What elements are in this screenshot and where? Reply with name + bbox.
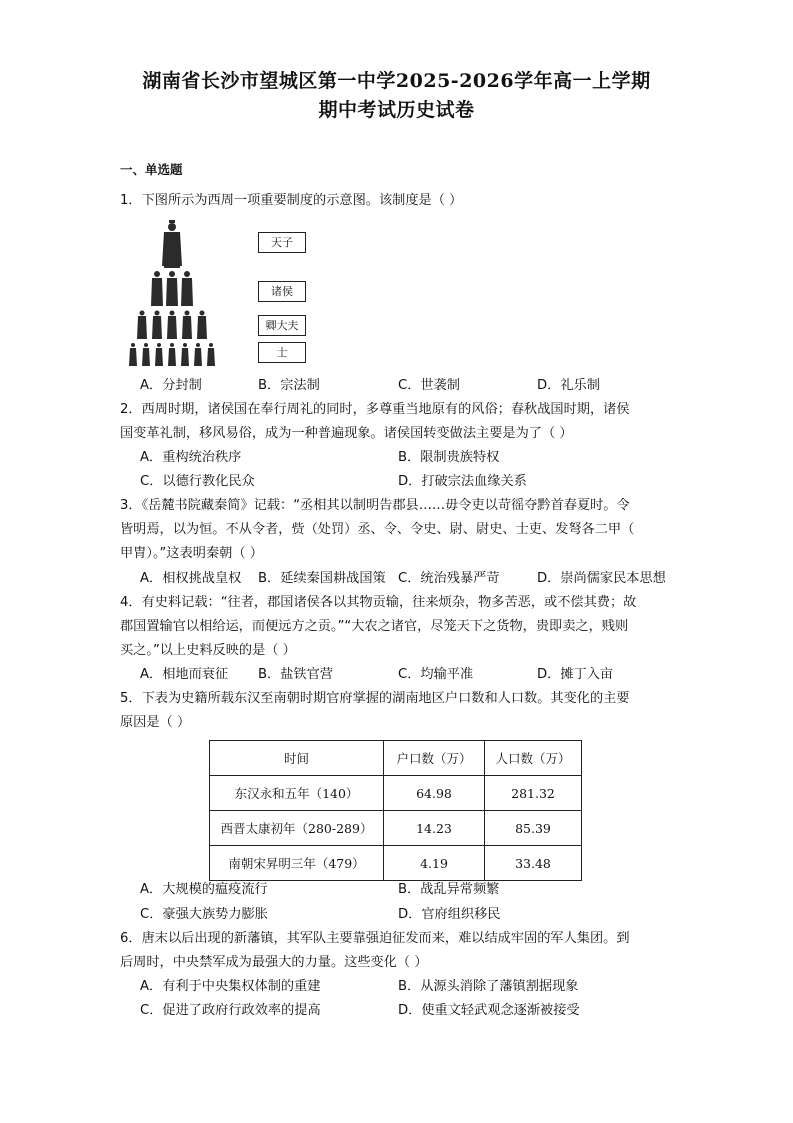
q4-line-1: 4．有史料记载：“往者，郡国诸侯各以其物贡输，往来烦杂，物多苦恶，或不偿其费；故 — [120, 595, 637, 610]
q4-line-3: 买之。”以上史料反映的是（ ） — [120, 643, 296, 658]
q3-option-b: B．延续秦国耕战国策 — [258, 571, 386, 586]
exam-title-line2: 期中考试历史试卷 — [318, 99, 475, 121]
table-cell: 33.48 — [485, 846, 582, 881]
table-header-cell: 人口数（万） — [485, 741, 582, 776]
table-cell: 14.23 — [384, 811, 485, 846]
q3-line-3: 甲胄）。”这表明秦朝（ ） — [120, 546, 263, 561]
table-cell: 西晋太康初年（280-289） — [210, 811, 384, 846]
q4-option-a: A．相地而衰征 — [140, 667, 229, 682]
table-header-cell: 时间 — [210, 741, 384, 776]
q2-option-c: C．以德行教化民众 — [140, 474, 255, 489]
q5-option-c: C．豪强大族势力膨胀 — [140, 907, 268, 922]
rank-label-qingdafu: 卿大夫 — [258, 315, 306, 336]
q1-stem: 1．下图所示为西周一项重要制度的示意图。该制度是（ ） — [120, 193, 463, 208]
table-cell: 4.19 — [384, 846, 485, 881]
q2-option-a: A．重构统治秩序 — [140, 450, 242, 465]
q3-option-d: D．崇尚儒家民本思想 — [537, 571, 666, 586]
scholar-figures — [129, 343, 215, 366]
section-heading: 一、单选题 — [120, 162, 183, 177]
table-row — [210, 811, 582, 846]
q2-line-2: 国变革礼制，移风易俗，成为一种普遍现象。诸侯国转变做法主要是为了（ ） — [120, 426, 573, 441]
table-cell: 南朝宋昇明三年（479） — [210, 846, 384, 881]
q6-option-b: B．从源头消除了藩镇割据现象 — [398, 979, 579, 994]
exam-title-line1: 湖南省长沙市望城区第一中学2025-2026学年高一上学期 — [142, 70, 651, 92]
q4-line-2: 郡国置输官以相给运，而便远方之贡。”“大农之诸官，尽笼天下之货物，贵即卖之，贱则 — [120, 619, 629, 634]
q5-option-b: B．战乱异常频繁 — [398, 882, 500, 897]
q4-option-d: D．摊丁入亩 — [537, 667, 614, 682]
q2-option-d: D．打破宗法血缘关系 — [398, 474, 527, 489]
table-cell: 85.39 — [485, 811, 582, 846]
q5-option-d: D．官府组织移民 — [398, 907, 501, 922]
q5-option-a: A．大规模的瘟疫流行 — [140, 882, 268, 897]
q4-option-b: B．盐铁官营 — [258, 667, 333, 682]
q5-line-2: 原因是（ ） — [120, 715, 191, 730]
table-row — [210, 776, 582, 811]
table-header-row — [210, 741, 582, 776]
table-cell: 东汉永和五年（140） — [210, 776, 384, 811]
q1-option-b: B．宗法制 — [258, 378, 320, 393]
noble-figures — [151, 271, 193, 306]
q4-option-c: C．均输平准 — [398, 667, 474, 682]
q1-option-d: D．礼乐制 — [537, 378, 600, 393]
table-cell: 64.98 — [384, 776, 485, 811]
q2-line-1: 2．西周时期，诸侯国在奉行周礼的同时，多尊重当地原有的风俗；春秋战国时期，诸侯 — [120, 402, 630, 417]
q6-line-2: 后周时，中央禁军成为最强大的力量。这些变化（ ） — [120, 955, 428, 970]
q6-line-1: 6．唐末以后出现的新藩镇，其军队主要靠强迫征发而来，难以结成牢固的军人集团。到 — [120, 931, 630, 946]
rank-label-shi: 士 — [258, 342, 306, 363]
q3-line-1: 3．《岳麓书院藏秦简》记载：“丞相其以制明告郡县……毋令吏以苛徭夺黔首春夏时。令 — [120, 498, 630, 513]
q1-option-a: A．分封制 — [140, 378, 202, 393]
q3-option-a: A．相权挑战皇权 — [140, 571, 242, 586]
q6-option-c: C．促进了政府行政效率的提高 — [140, 1003, 321, 1018]
emperor-figure — [162, 220, 182, 268]
table-row — [210, 846, 582, 881]
q5-line-1: 5．下表为史籍所载东汉至南朝时期官府掌握的湖南地区户口数和人口数。其变化的主要 — [120, 691, 630, 706]
table-header-cell: 户口数（万） — [384, 741, 485, 776]
table-cell: 281.32 — [485, 776, 582, 811]
q3-line-2: 皆明焉，以为恒。不从令者，赀（处罚）丞、令、令史、尉、尉史、士吏、发弩各二甲（ — [120, 522, 635, 537]
q2-option-b: B．限制贵族特权 — [398, 450, 500, 465]
population-table — [209, 740, 582, 881]
q1-option-c: C．世袭制 — [398, 378, 460, 393]
q6-option-d: D．使重文轻武观念逐渐被接受 — [398, 1003, 580, 1018]
rank-label-zhuhou: 诸侯 — [258, 281, 306, 302]
q3-option-c: C．统治残暴严苛 — [398, 571, 500, 586]
q6-option-a: A．有利于中央集权体制的重建 — [140, 979, 321, 994]
minister-figures — [137, 311, 207, 340]
rank-label-tianzi: 天子 — [258, 232, 306, 253]
hierarchy-figures-image — [124, 218, 224, 368]
